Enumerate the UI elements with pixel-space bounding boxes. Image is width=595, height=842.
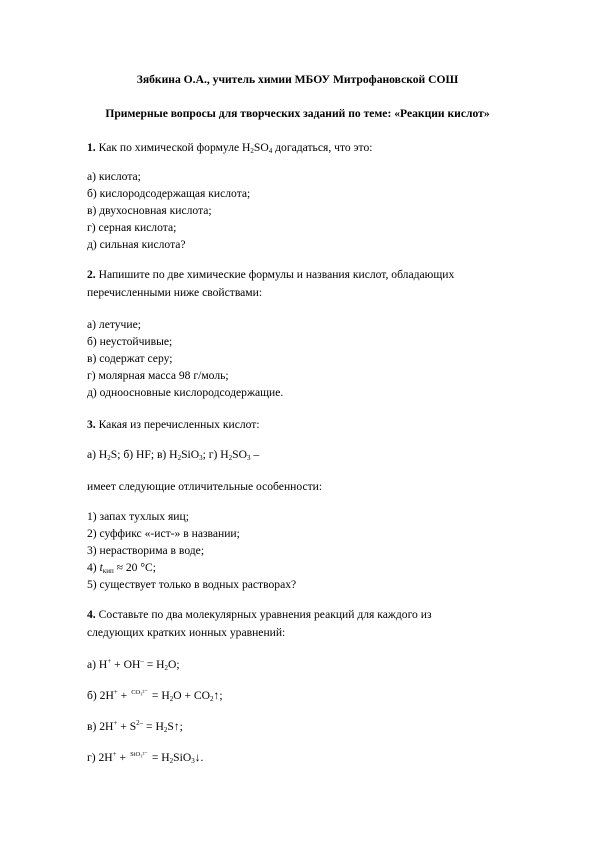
list-item: а) кислота; — [87, 170, 141, 183]
list-item: г) молярная масса 98 г/моль; — [87, 369, 229, 382]
list-item: в) двухосновная кислота; — [87, 204, 212, 217]
list-item: в) содержат серу; — [87, 352, 173, 365]
question-number: 2. — [87, 268, 96, 281]
silicate-ion-formula: SiO₃²⁻ — [130, 751, 148, 758]
question-3-lead: имеет следующие отличительные особенности: — [87, 480, 323, 493]
list-item: б) кислородсодержащая кислота; — [87, 187, 251, 200]
equation-a: а) $H^+ + OH^- = H_2O$; — [87, 657, 180, 672]
equation-c: в) $2H^+ + S^{2-}$ = $H_2S↑$; — [87, 719, 183, 734]
list-item: 2) суффикс «-ист-» в названии; — [87, 527, 240, 540]
question-4-line2: следующих кратких ионных уравнений: — [87, 626, 286, 639]
equation-d: г) $2H^+ + SiO_3^{2-} = H_2SiO_3↓$. — [87, 750, 204, 765]
list-item: а) летучие; — [87, 318, 141, 331]
author-line: Зябкина О.А., учитель химии МБОУ Митрофановской СОШ — [136, 73, 459, 86]
question-number: 1. — [87, 141, 96, 154]
list-item: 1) запах тухлых яиц; — [87, 510, 189, 523]
question-1: 1. Как по химической формуле $H_2SO_4$ догадаться, что это: — [87, 141, 373, 155]
question-2-line2: перечисленными ниже свойствами: — [87, 286, 263, 299]
page-title: Примерные вопросы для творческих заданий по теме: «Реакции кислот» — [105, 107, 490, 120]
equation-b: б) $2H^+ + CO_3^{2-} = H_2O$ + $CO_2↑$; — [87, 688, 223, 703]
list-item: 5) существует только в водных растворах? — [87, 578, 297, 591]
list-item: 3) нерастворима в воде; — [87, 544, 205, 557]
question-number: 3. — [87, 418, 96, 431]
question-number: 4. — [87, 608, 96, 621]
list-item: б) неустойчивые; — [87, 335, 173, 348]
list-item: д) сильная кислота? — [87, 238, 186, 251]
list-item: 4) $t_{кип} \approx 20$ °С; — [87, 561, 156, 575]
question-4: 4. Составьте по два молекулярных уравнения реакций для каждого из — [87, 608, 432, 621]
question-3-formulas: а) $H_2S$; б) HF; в) $H_2SiO_3$; г) $H_2SO_3$ – — [87, 448, 260, 462]
question-2: 2. Напишите по две химические формулы и названия кислот, обладающих — [87, 268, 455, 281]
list-item: д) одноосновные кислородсодержащие. — [87, 386, 284, 399]
list-item: г) серная кислота; — [87, 221, 177, 234]
carbonate-ion-formula: CO₃²⁻ — [131, 689, 148, 696]
question-3: 3. Какая из перечисленных кислот: — [87, 418, 260, 431]
